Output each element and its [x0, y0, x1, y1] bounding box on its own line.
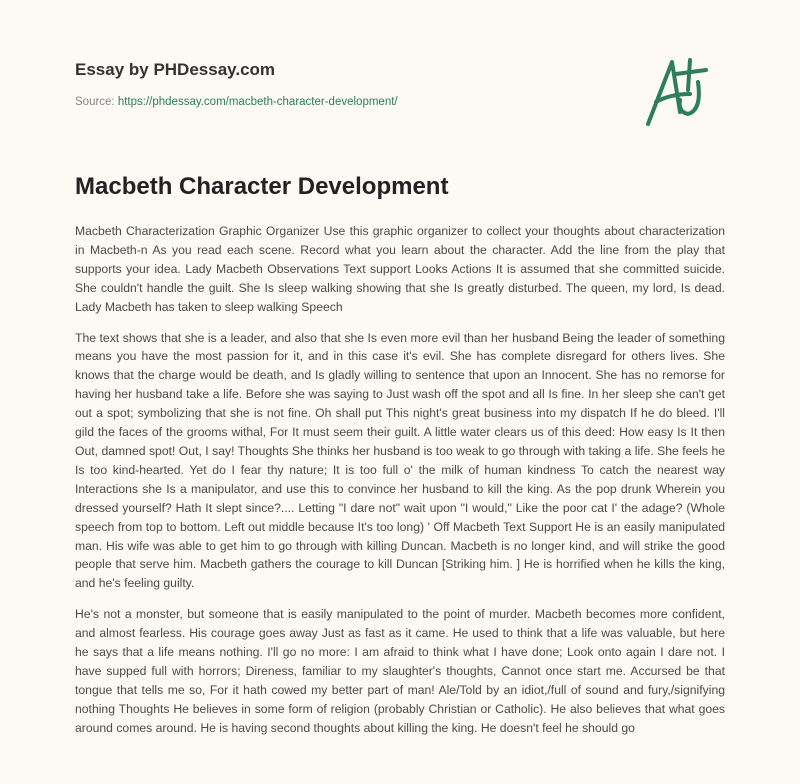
paragraph: He's not a monster, but someone that is easily manipulated to the point of murder. Macbeth becomes more confident, and almost fearless. His courage goes away Just as fast as it came. He used to think that a life was valuable, but here he says that a life means nothing. I'll go no more: I am afraid to think what I have done; Look onto again I dare not. I have supped full with horrors; Direness, familiar to my slaughter's thoughts, Cannot once start me. Accursed be that tongue that tells me so, For it hath cowed my better part of man! Ale/Told by an idiot,/full of sound and fury,/signifying nothing Thoughts He believes in some form of religion (probably Christian or Catholic). He also believes that what goes around comes around. He is having second thoughts about killing the king. He doesn't feel he should go [75, 607, 725, 735]
site-name: Essay by PHDessay.com [75, 60, 276, 79]
source-line [75, 96, 398, 108]
page-title: Macbeth Character Development [75, 173, 449, 200]
source-link[interactable]: https://phdessay.com/macbeth-character-development/ [117, 96, 398, 108]
essay-body [75, 222, 725, 750]
paragraph: Macbeth Characterization Graphic Organizer Use this graphic organizer to collect your thoughts about characterization in Macbeth-n As you read each scene. Record what you learn about the character. Add the line from the play that supports your idea. Lady Macbeth Observations Text support Looks Actions It is assumed that she committed suicide. She couldn't handle the guilt. She Is sleep walking showing that she Is greatly disturbed. The queen, my lord, Is dead. Lady Macbeth has taken to sleep walking Speech [75, 224, 725, 314]
paragraph: The text shows that she is a leader, and also that she Is even more evil than her husband Being the leader of something means you have the most passion for it, and in this case it's evil. She has complete disregard for others lives. She knows that the charge would be death, and Is gladly willing to sentence that upon an Innocent. She has no remorse for having her husband take a life. Before she was saying to Just wash off the spot and all Is fine. In her sleep she can't get out a spot; symbolizing that she is not fine. Oh shall put This night's great business into my dispatch If he do bleed. I'll gild the faces of the grooms withal, For It must seem their guilt. A little water clears us of this deed: How easy Is It then Out, damned spot! Out, I say! Thoughts She thinks her husband is too weak to go through with taking a life. She feels he Is too kind-hearted. Yet do I fear thy nature; It is too full o' the milk of human kindness To catch the nearest way Interactions she Is a manipulator, and use this to convince her husband to kill the king. As the pop drunk Wherein you dressed yourself? Hath It slept since?.... Letting "I dare not" wait upon "I would," Like the poor cat I' the adage? (Whole speech from top to bottom. Left out middle because It's too long) ' Off Macbeth Text Support He is an easily manipulated man. His wife was able to get him to go through with killing Duncan. Macbeth is no longer kind, and will strike the good people that serve him. Macbeth gathers the courage to kill Duncan [Striking him. ] He is horrified when he kills the king, and he's feeling guilty. [75, 330, 725, 591]
a-plus-logo-icon [640, 52, 720, 132]
source-label: Source: [75, 96, 115, 108]
